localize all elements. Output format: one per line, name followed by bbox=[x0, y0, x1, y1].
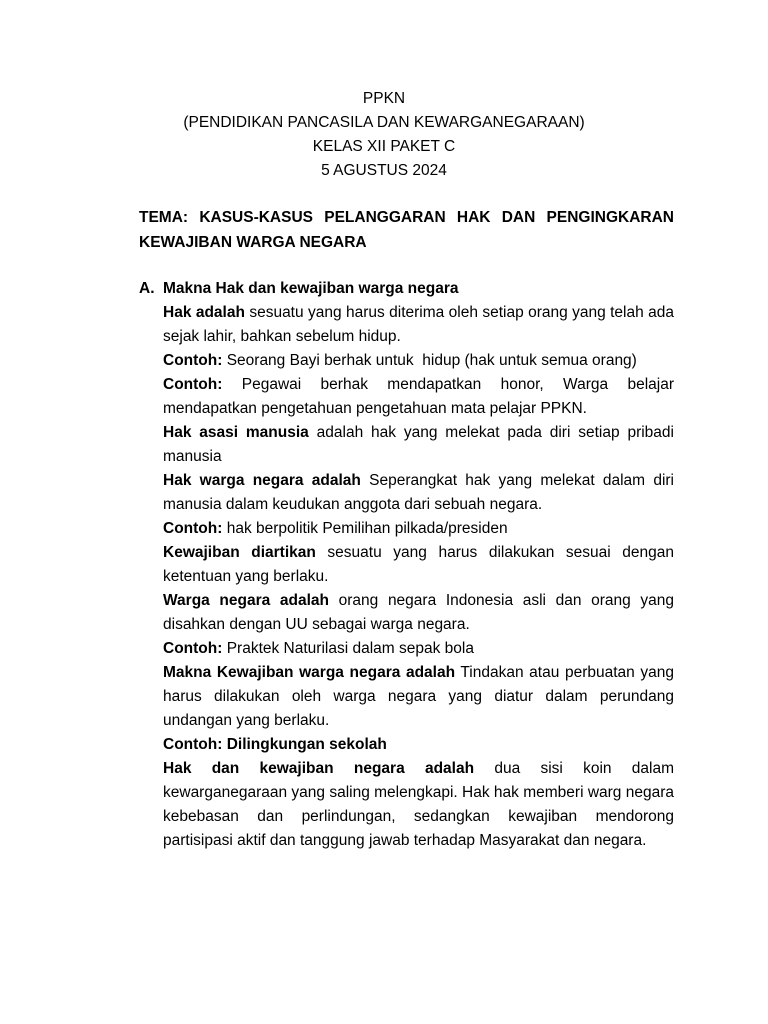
paragraph-term: Hak dan kewajiban negara adalah bbox=[163, 760, 475, 777]
paragraph-text: Pegawai berhak mendapatkan honor, Warga belajar mendapatkan pengetahuan pengetahuan mata pelajar PPKN. bbox=[163, 376, 674, 417]
section-a bbox=[139, 277, 674, 301]
paragraph bbox=[163, 541, 674, 589]
paragraph bbox=[163, 757, 674, 853]
paragraph bbox=[163, 373, 674, 421]
paragraph-term: Contoh: bbox=[163, 352, 223, 369]
paragraph-term: Hak warga negara adalah bbox=[163, 472, 361, 489]
paragraph-term: Contoh: bbox=[163, 376, 223, 393]
paragraph bbox=[163, 469, 674, 517]
paragraph bbox=[163, 349, 674, 373]
paragraph-term: Hak asasi manusia bbox=[163, 424, 309, 441]
paragraph-term: Warga negara adalah bbox=[163, 592, 330, 609]
subject-title: PPKN bbox=[362, 90, 406, 107]
paragraph-text: sesuatu yang harus diterima oleh setiap orang yang telah ada sejak lahir, bahkan sebelum hidup. bbox=[163, 304, 674, 345]
paragraph bbox=[163, 517, 674, 541]
paragraph-term: Makna Kewajiban warga negara adalah bbox=[163, 664, 456, 681]
theme-heading: TEMA: KASUS-KASUS PELANGGARAN HAK DAN PENGINGKARAN KEWAJIBAN WARGA NEGARA bbox=[139, 209, 674, 251]
paragraph-text: Praktek Naturilasi dalam sepak bola bbox=[222, 640, 474, 657]
paragraph-text: hak berpolitik Pemilihan pilkada/presiden bbox=[222, 520, 508, 537]
paragraph bbox=[163, 589, 674, 637]
document-header bbox=[0, 87, 768, 183]
section-content bbox=[163, 301, 674, 853]
paragraph-text: Seorang Bayi berhak untuk hidup (hak untuk semua orang) bbox=[222, 352, 637, 369]
paragraph bbox=[163, 421, 674, 469]
paragraph bbox=[163, 637, 674, 661]
paragraph bbox=[163, 301, 674, 349]
paragraph-term: Contoh: bbox=[163, 520, 223, 537]
class-label: KELAS XII PAKET C bbox=[312, 138, 456, 155]
date-label: 5 AGUSTUS 2024 bbox=[321, 162, 447, 179]
paragraph-text: adalah hak yang melekat pada diri setiap pribadi manusia bbox=[163, 424, 674, 465]
paragraph-text: sesuatu yang harus dilakukan sesuai dengan ketentuan yang berlaku. bbox=[163, 544, 674, 585]
paragraph-text: Seperangkat hak yang melekat dalam diri manusia dalam keudukan anggota dari sebuah negara. bbox=[163, 472, 674, 513]
paragraph-text: dua sisi koin dalam kewarganegaraan yang saling melengkapi. Hak hak memberi warg negara kebebasan dan perlindungan, sedangkan kewajiban mendorong partisipasi aktif dan tanggung jawab terhadap Masyarakat dan negara. bbox=[163, 760, 674, 849]
paragraph bbox=[163, 661, 674, 733]
paragraph-term: Kewajiban diartikan bbox=[163, 544, 316, 561]
paragraph-text: orang negara Indonesia asli dan orang yang disahkan dengan UU sebagai warga negara. bbox=[163, 592, 674, 633]
paragraph bbox=[163, 733, 674, 757]
section-title bbox=[139, 277, 674, 301]
paragraph-term: Hak adalah bbox=[163, 304, 245, 321]
paragraph-term: Contoh: Dilingkungan sekolah bbox=[163, 736, 387, 753]
section-letter: A. bbox=[139, 280, 155, 297]
paragraph-text: Tindakan atau perbuatan yang harus dilakukan oleh warga negara yang diatur dalam perundang undangan yang berlaku. bbox=[163, 664, 674, 729]
subject-full-name: (PENDIDIKAN PANCASILA DAN KEWARGANEGARAAN) bbox=[183, 114, 585, 131]
section-title-text: Makna Hak dan kewajiban warga negara bbox=[163, 280, 459, 297]
paragraph-term: Contoh: bbox=[163, 640, 223, 657]
